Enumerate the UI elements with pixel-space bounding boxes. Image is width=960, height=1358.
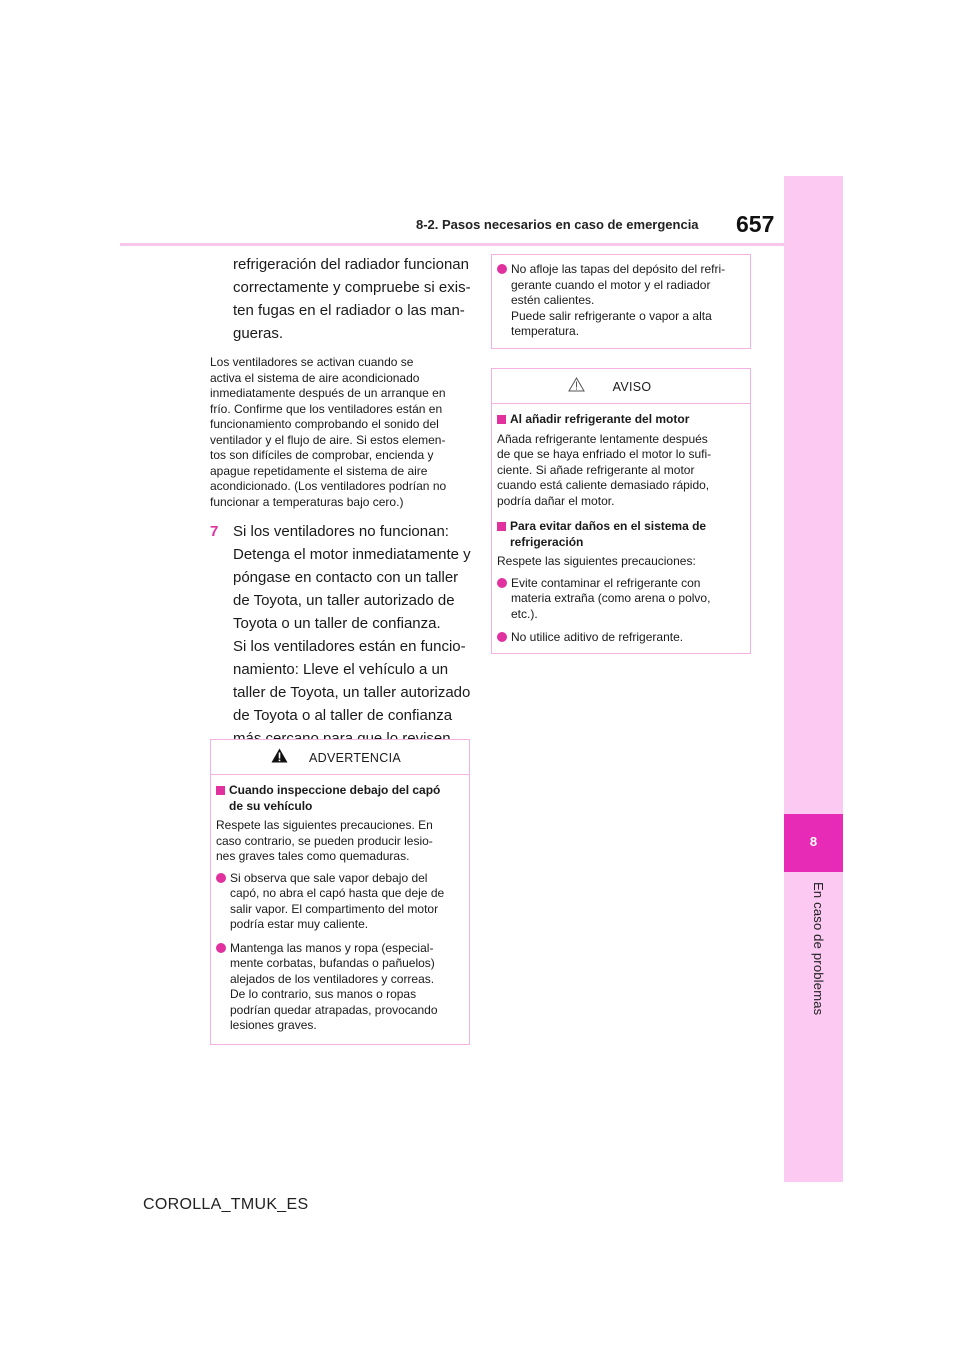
text-line: temperatura. <box>511 324 580 338</box>
text-line: nes graves tales como quemaduras. <box>216 849 410 863</box>
text-line: ventilador y el flujo de aire. Si estos elemen- <box>210 432 446 447</box>
circle-bullet-icon <box>497 264 507 274</box>
text-line: refrigeración del radiador funcionan <box>233 256 469 273</box>
text-line: Añada refrigerante lentamente después <box>497 431 708 446</box>
left-column <box>210 253 472 750</box>
text-line: Al añadir refrigerante del motor <box>510 412 690 426</box>
text-line: etc.). <box>511 606 538 621</box>
warning-intro <box>216 818 464 865</box>
text-line: Los ventiladores se activan cuando se <box>210 355 414 369</box>
notice-bullet <box>497 576 745 623</box>
warning-bullet <box>216 871 464 933</box>
text-line: gerante cuando el motor y el radiador <box>511 277 711 292</box>
text-line: Puede salir refrigerante o vapor a alta <box>511 308 712 323</box>
page-number: 657 <box>736 211 775 237</box>
text-line: capó, no abra el capó hasta que deje de <box>230 886 445 900</box>
text-line: salir vapor. El compartimento del motor <box>230 901 439 916</box>
text-line: póngase en contacto con un taller <box>233 569 459 586</box>
section-title: 8-2. Pasos necesarios en caso de emergencia <box>416 217 699 232</box>
text-line: ten fugas en el radiador o las man- <box>233 302 465 319</box>
text-line: ciente. Si añade refrigerante al motor <box>497 462 695 477</box>
continued-step-text <box>210 253 472 345</box>
step-number: 7 <box>210 523 219 540</box>
text-line: Detenga el motor inmediatamente y <box>233 546 471 563</box>
text-line: funcionar a temperaturas bajo cero.) <box>210 494 404 509</box>
step-7 <box>210 520 472 750</box>
text-line: alejados de los ventiladores y correas. <box>230 971 435 986</box>
text-line: taller de Toyota, un taller autorizado <box>233 684 471 701</box>
warning-box <box>210 739 470 1045</box>
text-line: Si observa que sale vapor debajo del <box>230 870 428 885</box>
notice-heading <box>497 412 745 428</box>
chapter-number: 8 <box>809 834 818 849</box>
notice-bullet <box>497 630 745 646</box>
text-line: estén calientes. <box>511 293 595 307</box>
text-line: Si los ventiladores están en funcio- <box>233 638 466 655</box>
warning-box-header <box>211 740 469 775</box>
text-line: de Toyota o al taller de confianza <box>233 707 453 724</box>
notice-box-header <box>492 369 750 404</box>
warning-triangle-icon <box>271 748 288 763</box>
continued-box-body <box>492 255 750 356</box>
header-divider <box>120 243 784 246</box>
text-line: inmediatamente después de un arranque en <box>210 386 446 400</box>
text-line: Evite contaminar el refrigerante con <box>511 575 701 590</box>
chapter-label[interactable]: En caso de problemas <box>811 882 826 1016</box>
text-line: apague repetidamente el sistema de aire <box>210 463 428 478</box>
text-line: mente corbatas, bufandas o pañuelos) <box>230 956 435 970</box>
text-line: Si los ventiladores no funcionan: <box>233 523 449 540</box>
square-bullet-icon <box>216 786 225 795</box>
document-code: COROLLA_TMUK_ES <box>143 1196 309 1213</box>
notice-box-body <box>492 404 750 662</box>
circle-bullet-icon <box>497 578 507 588</box>
text-line: No afloje las tapas del depósito del refri- <box>511 262 726 276</box>
notice-box <box>491 368 751 654</box>
text-line: De lo contrario, sus manos o ropas <box>230 987 417 1001</box>
text-line: activa el sistema de aire acondicionado <box>210 370 420 385</box>
square-bullet-icon <box>497 415 506 424</box>
text-line: Toyota o un taller de confianza. <box>233 615 441 632</box>
text-line: podría estar muy caliente. <box>230 917 369 931</box>
notice-heading <box>497 519 745 550</box>
text-line: materia extraña (como arena o polvo, <box>511 591 711 605</box>
text-line: correctamente y compruebe si exis- <box>233 279 471 296</box>
text-line: de Toyota, un taller autorizado de <box>233 592 455 609</box>
text-line: lesiones graves. <box>230 1018 317 1032</box>
text-line: refrigeración <box>510 534 584 549</box>
warning-bullet <box>216 941 464 1034</box>
warning-heading <box>216 783 464 814</box>
text-line: acondicionado. (Los ventiladores podrían no <box>210 479 447 493</box>
text-line: podrían quedar atrapadas, provocando <box>230 1002 438 1017</box>
notice-paragraph <box>497 432 745 510</box>
text-line: No utilice aditivo de refrigerante. <box>511 630 684 644</box>
continued-warning-box <box>491 254 751 349</box>
text-line: caso contrario, se pueden producir lesio- <box>216 833 433 848</box>
chapter-side-tab <box>784 176 843 1182</box>
circle-bullet-icon <box>216 943 226 953</box>
text-line: Para evitar daños en el sistema de <box>510 519 707 533</box>
text-line: Respete las siguientes precauciones. En <box>216 818 433 832</box>
fan-note <box>210 355 472 510</box>
warning-box-body <box>211 775 469 1050</box>
caution-triangle-icon <box>568 377 585 392</box>
notice-intro: Respete las siguientes precauciones: <box>497 554 696 568</box>
text-line: frío. Confirme que los ventiladores están en <box>210 401 443 416</box>
text-line: de su vehículo <box>229 798 313 813</box>
text-line: tos son difíciles de comprobar, encienda y <box>210 448 434 462</box>
text-line: gueras. <box>233 325 284 342</box>
circle-bullet-icon <box>216 873 226 883</box>
square-bullet-icon <box>497 522 506 531</box>
text-line: namiento: Lleve el vehículo a un <box>233 661 449 678</box>
notice-title: AVISO <box>612 380 652 394</box>
warning-title: ADVERTENCIA <box>309 751 401 765</box>
text-line: de que se haya enfriado el motor lo sufi- <box>497 447 712 461</box>
text-line: podría dañar el motor. <box>497 493 615 508</box>
text-line: funcionamiento comprobando el sonido del <box>210 417 439 431</box>
text-line: Mantenga las manos y ropa (especial- <box>230 940 434 955</box>
continued-bullet <box>497 262 745 340</box>
circle-bullet-icon <box>497 632 507 642</box>
text-line: cuando está caliente demasiado rápido, <box>497 478 710 492</box>
text-line: Cuando inspeccione debajo del capó <box>229 783 441 797</box>
